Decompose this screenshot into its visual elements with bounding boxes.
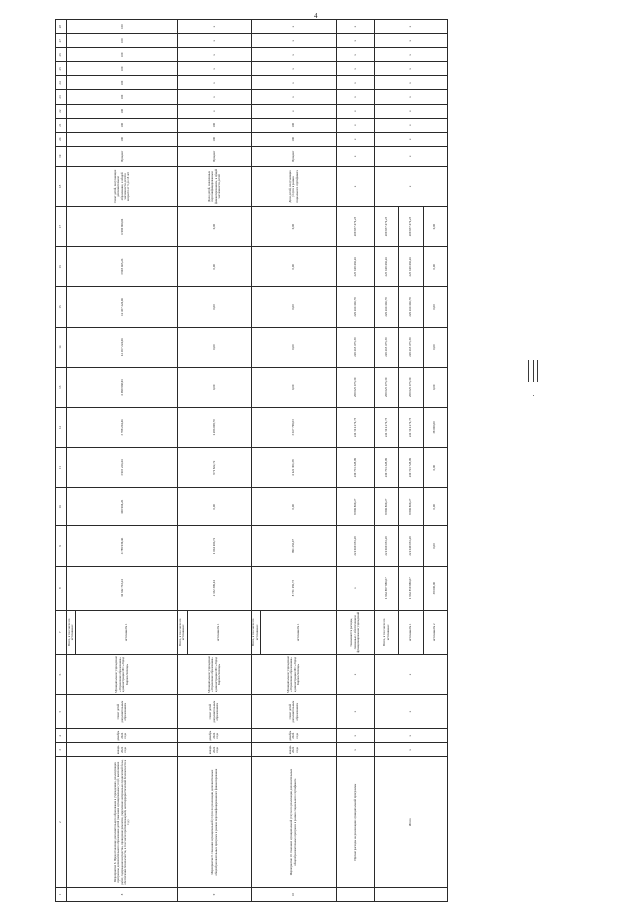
amount-c11: 4 122 301,38: [251, 448, 336, 488]
indicator-value-c28: x: [251, 20, 336, 34]
column-number-9: 9: [56, 526, 67, 566]
empty-cell: [336, 887, 374, 901]
target-indicator: Охват детей, получающих дополнительное образование, в общей численности детей в возрасте от 5 до 18 лет: [67, 166, 178, 206]
other-expenses-c13: 209 025 475,30: [336, 367, 374, 407]
column-number-28: 28: [56, 20, 67, 34]
end-date: декабрь 2024 года: [251, 729, 336, 743]
other-expenses-c9: 221 069 051,29: [336, 526, 374, 566]
column-number-17: 17: [56, 207, 67, 247]
column-number-24: 24: [56, 76, 67, 90]
amount-c13: 0,00: [251, 367, 336, 407]
other-expenses-c8: x: [336, 566, 374, 610]
total-c13: 209 025 475,30: [375, 367, 399, 407]
amount-c9: 991 256,07: [251, 526, 336, 566]
column-number-26: 26: [56, 48, 67, 62]
total-c11: 219 751 328,09: [375, 448, 399, 488]
amount-c16: 0,00: [251, 247, 336, 287]
column-number-27: 27: [56, 34, 67, 48]
indicator-value-c19: Процент: [178, 146, 251, 166]
column-number-14: 14: [56, 327, 67, 367]
amount-c16: 3 918 465,26: [67, 247, 178, 287]
indicator-value-c23: x: [178, 90, 251, 104]
other-expenses-c15: 229 264 166,79: [336, 287, 374, 327]
total-c14: 229 265 475,30: [399, 327, 423, 367]
x-mark: x: [375, 76, 448, 90]
total-c8: 38 000,00: [423, 566, 447, 610]
other-expenses-name: Прочие расходы на реализацию муниципальной программы: [336, 757, 374, 888]
page-number: 4: [314, 12, 318, 20]
indicator-value-c19: Процент: [251, 146, 336, 166]
start-date: январь 2024 года: [178, 743, 251, 757]
indicator: Охват детей дополнительным образованием: [67, 695, 178, 729]
amount-c15: 12 457 224,06: [67, 287, 178, 327]
indicator-value-c27: x: [178, 34, 251, 48]
source-sub: источник № 1: [260, 610, 336, 654]
start-date: январь 2024 года: [67, 743, 178, 757]
x-mark: x: [375, 166, 448, 206]
x-mark: x: [336, 132, 374, 146]
x-mark: x: [336, 118, 374, 132]
total-c15: 0,00: [423, 287, 447, 327]
x-mark: x: [336, 20, 374, 34]
measure-number: 8: [67, 887, 178, 901]
indicator-value-c23: 100: [67, 90, 178, 104]
executor: Муниципальное учреждение «Управление образования» администрации МО «Город Кирово-Чепецк»: [251, 654, 336, 694]
indicator-value-c25: x: [178, 62, 251, 76]
x-mark: x: [336, 654, 374, 694]
measure-number: 10: [251, 887, 336, 901]
target-indicator: Доля детей, получающих услуги в рамках социального сертификата: [251, 166, 336, 206]
measure-name: Мероприятие 8. Предоставление дополнительного образования в учреждениях, реализующих программы дополнительного образования детей (оказание муниципальных услуг, выполнение работ, содержание имущества, проведение ремонтов, укрепление материально-технической базы, обеспечение безопасности, в том числе противопожарной, антитеррористической безопасности и т.д.): [67, 757, 178, 888]
x-mark: x: [336, 695, 374, 729]
amount-c8: 34 342 763,24: [67, 566, 178, 610]
other-expenses-c10: 8 869 869,27: [336, 488, 374, 526]
measure-row: [178, 20, 187, 902]
column-number-7: 7: [56, 610, 67, 654]
other-expenses-c19: x: [336, 146, 374, 166]
amount-c14: 0,00: [178, 327, 251, 367]
x-mark: x: [375, 146, 448, 166]
indicator-value-c27: x: [251, 34, 336, 48]
other-expenses-c11: 219 751 328,09: [336, 448, 374, 488]
x-mark: x: [336, 62, 374, 76]
amount-c12: 3 617 799,03: [251, 407, 336, 447]
total-c16: 225 619 436,26: [399, 247, 423, 287]
indicator-value-c20: 100: [178, 132, 251, 146]
indicator-value-c24: x: [178, 76, 251, 90]
indicator-value-c22: 100: [67, 104, 178, 118]
x-mark: x: [375, 20, 448, 34]
amount-c10: 100 904,26: [67, 488, 178, 526]
total-c9: 221 049 051,29: [399, 526, 423, 566]
amount-c9: 4 789 939,46: [67, 526, 178, 566]
source-sub: источник № 1: [187, 610, 251, 654]
column-number-23: 23: [56, 90, 67, 104]
total-c12: 221 511 271,73: [375, 407, 399, 447]
other-expenses-c12: 221 511 271,73: [336, 407, 374, 447]
column-number-13: 13: [56, 367, 67, 407]
column-number-4: 4: [56, 729, 67, 743]
column-number-6: 6: [56, 654, 67, 694]
x-mark: x: [336, 104, 374, 118]
column-number-2: 2: [56, 757, 67, 888]
total-c11: 0,00: [423, 448, 447, 488]
other-expenses-c16: 225 619 436,26: [336, 247, 374, 287]
measure-row: [251, 20, 260, 902]
x-mark: x: [375, 34, 448, 48]
column-number-18: 18: [56, 166, 67, 206]
other-expenses-c18: x: [336, 166, 374, 206]
column-number-5: 5: [56, 695, 67, 729]
target-indicator: Доля детей, охваченных персонифицированным финансированием, в общей численности детей: [178, 166, 251, 206]
amount-c14: 0,00: [251, 327, 336, 367]
amount-c17: 6 990 966,91: [67, 207, 178, 247]
indicator-value-c21: 100: [178, 118, 251, 132]
total-source: источник № 1: [399, 610, 423, 654]
total-c17: 209 937 471,23: [399, 207, 423, 247]
amount-c11: 971 822,72: [178, 448, 251, 488]
total-c12: 221 511 271,73: [399, 407, 423, 447]
total-c15: 229 264 166,79: [399, 287, 423, 327]
total-c14: 0,00: [423, 327, 447, 367]
indicator-value-c28: 100: [67, 20, 178, 34]
indicator-value-c27: 100: [67, 34, 178, 48]
column-number-21: 21: [56, 118, 67, 132]
x-mark: x: [375, 695, 448, 729]
empty-cell: [375, 887, 448, 901]
indicator-value-c25: x: [251, 62, 336, 76]
column-number-16: 16: [56, 247, 67, 287]
amount-c8: 8 731 159,73: [251, 566, 336, 610]
amount-c11: 3 915 226,44: [67, 448, 178, 488]
indicator: Охват детей дополнительным образованием: [251, 695, 336, 729]
column-number-1: 1: [56, 887, 67, 901]
indicator: Охват детей дополнительным образованием: [178, 695, 251, 729]
rotated-budget-table: [55, 19, 610, 902]
total-c9: 0,00: [423, 526, 447, 566]
amount-c13: 6 999 968,91: [67, 367, 178, 407]
column-number-25: 25: [56, 62, 67, 76]
x-mark: x: [375, 48, 448, 62]
signature-lines: [528, 360, 530, 382]
total-c10: 0,00: [423, 488, 447, 526]
scan-speck: [533, 395, 534, 396]
x-mark: x: [375, 654, 448, 694]
source-sub: источник № 1: [76, 610, 178, 654]
indicator-value-c23: x: [251, 90, 336, 104]
column-number-8: 8: [56, 566, 67, 610]
indicator-value-c25: 100: [67, 62, 178, 76]
indicator-value-c28: x: [178, 20, 251, 34]
amount-c10: 0,00: [178, 488, 251, 526]
x-mark: x: [375, 90, 448, 104]
indicator-value-c21: 100: [251, 118, 336, 132]
program-budget-table: [55, 19, 448, 902]
indicator-value-c21: 100: [67, 118, 178, 132]
total-c8: 1 962 897 886,07: [375, 566, 399, 610]
x-mark: x: [375, 729, 448, 743]
amount-c9: 1 064 106,72: [178, 526, 251, 566]
source-total: Всего, в том числе по источникам:: [67, 610, 76, 654]
indicator-value-c22: x: [178, 104, 251, 118]
total-c17: 0,00: [423, 207, 447, 247]
column-number-15: 15: [56, 287, 67, 327]
executor: Муниципальное учреждение «Управление образования» администрации МО «Город Кирово-Чепецк»: [178, 654, 251, 694]
total-c8: 1 962 859 886,07: [399, 566, 423, 610]
indicator-value-c20: 100: [251, 132, 336, 146]
x-mark: x: [336, 729, 374, 743]
start-date: январь 2024 года: [251, 743, 336, 757]
other-expenses-c14: 229 265 475,30: [336, 327, 374, 367]
total-c13: 209 025 475,30: [399, 367, 423, 407]
indicator-value-c24: 100: [67, 76, 178, 90]
column-number-19: 19: [56, 146, 67, 166]
amount-c12: 1 286 008,70: [178, 407, 251, 447]
indicator-value-c24: x: [251, 76, 336, 90]
indicator-value-c26: x: [251, 48, 336, 62]
indicator-value-c19: Процент: [67, 146, 178, 166]
amount-c10: 0,00: [251, 488, 336, 526]
total-c10: 8 869 869,27: [399, 488, 423, 526]
source-total: Всего, в том числе по источникам:: [178, 610, 187, 654]
total-c17: 209 937 471,23: [375, 207, 399, 247]
total-c11: 219 721 728,09: [399, 448, 423, 488]
measure-name: Мероприятие 9. Оказание муниципальной услуги по реализации дополнительных общеобразовательных программ в рамках персонифицированного финансирования: [178, 757, 251, 888]
indicator-value-c20: 100: [67, 132, 178, 146]
x-mark: x: [336, 48, 374, 62]
measure-name: Мероприятие 10. Оказание муниципальной услуги по реализации дополнительных общеобразовательных программ в рамках социального сертификата: [251, 757, 336, 888]
source-total: Всего, в том числе по источникам:: [251, 610, 260, 654]
column-number-20: 20: [56, 132, 67, 146]
amount-c14: 12 457 224,06: [67, 327, 178, 367]
x-mark: x: [375, 743, 448, 757]
x-mark: x: [336, 743, 374, 757]
x-mark: x: [375, 132, 448, 146]
indicator-value-c26: x: [178, 48, 251, 62]
x-mark: x: [336, 34, 374, 48]
column-number-10: 10: [56, 488, 67, 526]
measure-number: 9: [178, 887, 251, 901]
total-row: [375, 20, 399, 902]
x-mark: x: [375, 62, 448, 76]
total-c16: 0,00: [423, 247, 447, 287]
amount-c12: 3 788 264,46: [67, 407, 178, 447]
total-source: Всего, в том числе по источникам:: [375, 610, 399, 654]
amount-c17: 0,00: [251, 207, 336, 247]
amount-c13: 0,00: [178, 367, 251, 407]
total-c10: 8 869 869,27: [375, 488, 399, 526]
total-c13: 0,00: [423, 367, 447, 407]
measure-row: [67, 20, 76, 902]
other-expenses-c17: 209 937 471,23: [336, 207, 374, 247]
indicator-value-c22: x: [251, 104, 336, 118]
other-expenses-source: Указываются расходы, связанные с обеспечением функционирования учреждений: [336, 610, 374, 654]
executor: Муниципальное учреждение «Управление образования» администрации МО «Город Кирово-Чепецк»: [67, 654, 178, 694]
x-mark: x: [336, 90, 374, 104]
column-number-12: 12: [56, 407, 67, 447]
header-row: [56, 20, 67, 902]
amount-c16: 0,00: [178, 247, 251, 287]
total-c12: 38 000,00: [423, 407, 447, 447]
total-label: Итого: [375, 757, 448, 888]
column-number-11: 11: [56, 448, 67, 488]
end-date: декабрь 2024 года: [67, 729, 178, 743]
column-number-22: 22: [56, 104, 67, 118]
column-number-3: 3: [56, 743, 67, 757]
total-c9: 221 069 051,29: [375, 526, 399, 566]
total-c14: 229 265 475,30: [375, 327, 399, 367]
x-mark: x: [375, 104, 448, 118]
other-expenses-row: [336, 20, 374, 902]
amount-c8: 2 332 309,14: [178, 566, 251, 610]
x-mark: x: [375, 118, 448, 132]
amount-c17: 0,00: [178, 207, 251, 247]
total-source: источник № 2: [423, 610, 447, 654]
indicator-value-c26: 100: [67, 48, 178, 62]
amount-c15: 0,00: [178, 287, 251, 327]
x-mark: x: [336, 76, 374, 90]
total-c15: 229 264 166,79: [375, 287, 399, 327]
end-date: декабрь 2024 года: [178, 729, 251, 743]
total-c16: 225 619 436,26: [375, 247, 399, 287]
amount-c15: 0,00: [251, 287, 336, 327]
